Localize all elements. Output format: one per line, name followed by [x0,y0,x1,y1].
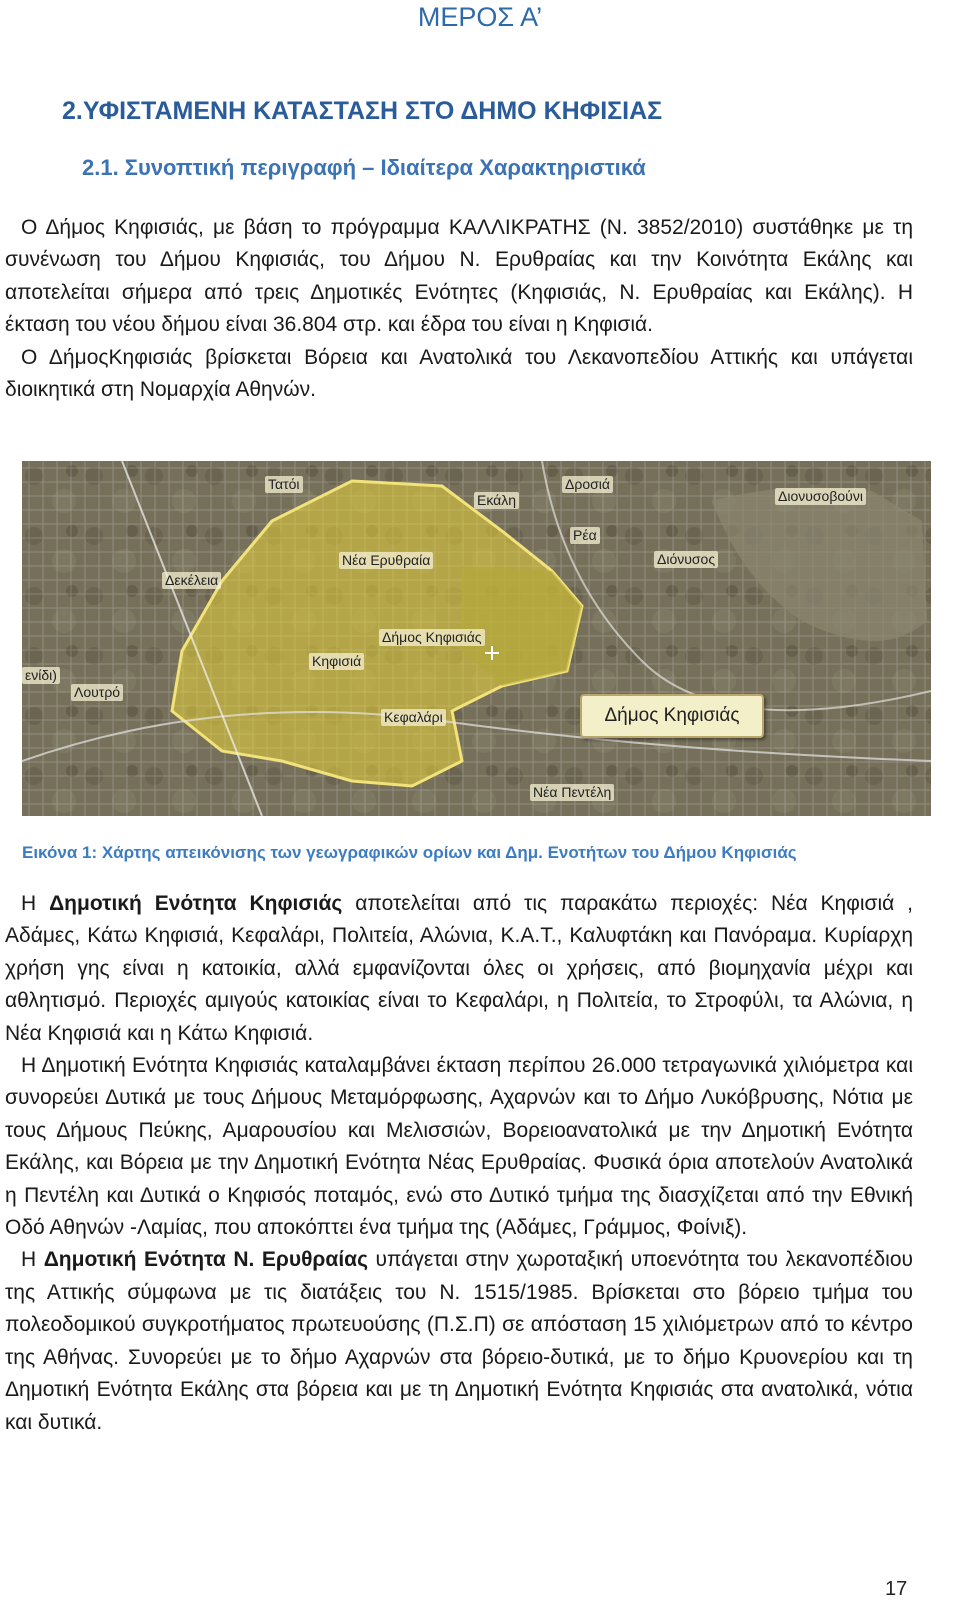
map-label-dionysos: Διόνυσος [654,551,718,568]
map-label-tatoi: Τατόι [265,476,303,493]
body-block [5,888,913,1439]
map-label-kefalari: Κεφαλάρι [381,709,446,726]
paragraph-3-text: αποτελείται από τις παρακάτω περιοχές: Νέα Κηφισιά , Αδάμες, Κάτω Κηφισιά, Κεφαλάρι, Πολιτεία, Αλώνια, Κ.Α.Τ., Καλυφτάκη και Πανόραμα. Κυρίαρχη χρήση γης είναι η κατοικία, αλλά εμφανίζονται όλες οι χρήσεις, από βιομηχανία μέχρι και αθλητισμό. Περιοχές αμιγούς κατοικίας είναι το Κεφαλάρι, η Πολιτεία, το Στροφύλι, τα Αλώνια, η Νέα Κηφισιά και η Κάτω Κηφισιά. [5,892,913,1045]
page-number: 17 [885,1578,908,1600]
section-title: 2.ΥΦΙΣΤΑΜΕΝΗ ΚΑΤΑΣΤΑΣΗ ΣΤΟ ΔΗΜΟ ΚΗΦΙΣΙΑΣ [62,97,663,125]
paragraph-4 [5,1050,913,1244]
map-label-loutro: Λουτρό [71,684,123,701]
map-label-ekali: Εκάλη [474,492,519,509]
map-callout-dimos-kifisias: Δήμος Κηφισιάς [580,694,764,738]
paragraph-2-text: Ο ΔήμοςΚηφισιάς βρίσκεται Βόρεια και Ανατολικά του Λεκανοπεδίου Αττικής και υπάγεται διοικητικά στη Νομαρχία Αθηνών. [5,345,913,402]
map-label-rea: Ρέα [570,527,600,544]
paragraph-5 [5,1244,913,1438]
part-title: ΜΕΡΟΣ Α’ [417,2,543,32]
map-label-nidi: ενίδι) [22,667,60,684]
paragraph-4-text: Η Δημοτική Ενότητα Κηφισιάς καταλαμβάνει έκταση περίπου 26.000 τετραγωνικά χιλιόμετρα και συνορεύει Δυτικά με τους Δήμους Μεταμόρφωσης, Αχαρνών και το Δήμο Λυκόβρυσης, Νότια με τους Δήμους Πεύκης, Αμαρουσίου και Μελισσιών, Βορειοανατολικά με την Δημοτική Ενότητα Εκάλης, και Βόρεια με την Δημοτική Ενότητα Νέας Ερυθραίας. Φυσικά όρια αποτελούν Ανατολικά η Πεντέλη και Δυτικά ο Κηφισός ποταμός, ενώ στο Δυτικό τμήμα της διασχίζεται από την Εθνική Οδό Αθηνών -Λαμίας, που αποκόπτει ένα τμήμα της (Αδάμες, Γράμμος, Φοίνιξ). [5,1054,913,1240]
map-label-dionysovouni: Διονυσοβούνι [775,488,866,505]
paragraph-2 [5,342,913,407]
paragraph-5-text: υπάγεται στην χωροταξική υποενότητα του λεκανοπέδιου της Αττικής σύμφωνα με τις διατάξεις του Ν. 1515/1985. Βρίσκεται στο βόρειο τμήμα του πολεοδομικού συγκροτήματος πρωτευούσης (Π.Σ.Π) σε απόσταση 15 χιλιόμετρων από το κέντρο της Αθήνας. Συνορεύει με το δήμο Αχαρνών στα βόρειο-δυτικά, με το δήμο Κρυονερίου και τη Δημοτική Ενότητα Εκάλης στα βόρεια και με τη Δημοτική Ενότητα Κηφισιάς στα ανατολικά, νότια και δυτικά. [5,1248,913,1434]
map-label-nea-penteli: Νέα Πεντέλη [530,784,614,801]
map-label-nea-erythraia: Νέα Ερυθραία [339,552,433,569]
paragraph-1 [5,212,913,342]
boundary-map [22,461,931,816]
subsection-title: 2.1. Συνοπτική περιγραφή – Ιδιαίτερα Χαρακτηριστικά [82,155,646,180]
map-label-drosia: Δροσιά [562,476,613,493]
paragraph-3-bold: Δημοτική Ενότητα Κηφισιάς [49,892,343,915]
paragraph-1-text: Ο Δήμος Κηφισιάς, με βάση το πρόγραμμα ΚΑΛΛΙΚΡΑΤΗΣ (Ν. 3852/2010) συστάθηκε με τη συνένωση του Δήμου Κηφισιάς, του Δήμου Ν. Ερυθραίας και την Κοινότητα Εκάλης και αποτελείται σήμερα από τρεις Δημοτικές Ενότητες (Κηφισιάς, Ν. Ερυθραίας και Εκάλης). Η έκταση του νέου δήμου είναι 36.804 στρ. και έδρα του είναι η Κηφισιά. [5,216,913,337]
map-label-dekeleia: Δεκέλεια [162,572,221,589]
paragraph-5-bold: Δημοτική Ενότητα Ν. Ερυθραίας [43,1248,368,1272]
paragraph-5-intro: Η [21,1248,44,1272]
map-label-kifisia: Κηφισιά [309,653,364,670]
paragraph-3-intro: Η [21,892,50,915]
map-label-dimos-kifisias-small: Δήμος Κηφισιάς [379,629,485,646]
figure-caption: Εικόνα 1: Χάρτης απεικόνισης των γεωγραφικών ορίων και Δημ. Ενοτήτων του Δήμου Κηφισιάς [22,843,797,862]
paragraph-3 [5,888,913,1050]
intro-block [5,212,913,406]
